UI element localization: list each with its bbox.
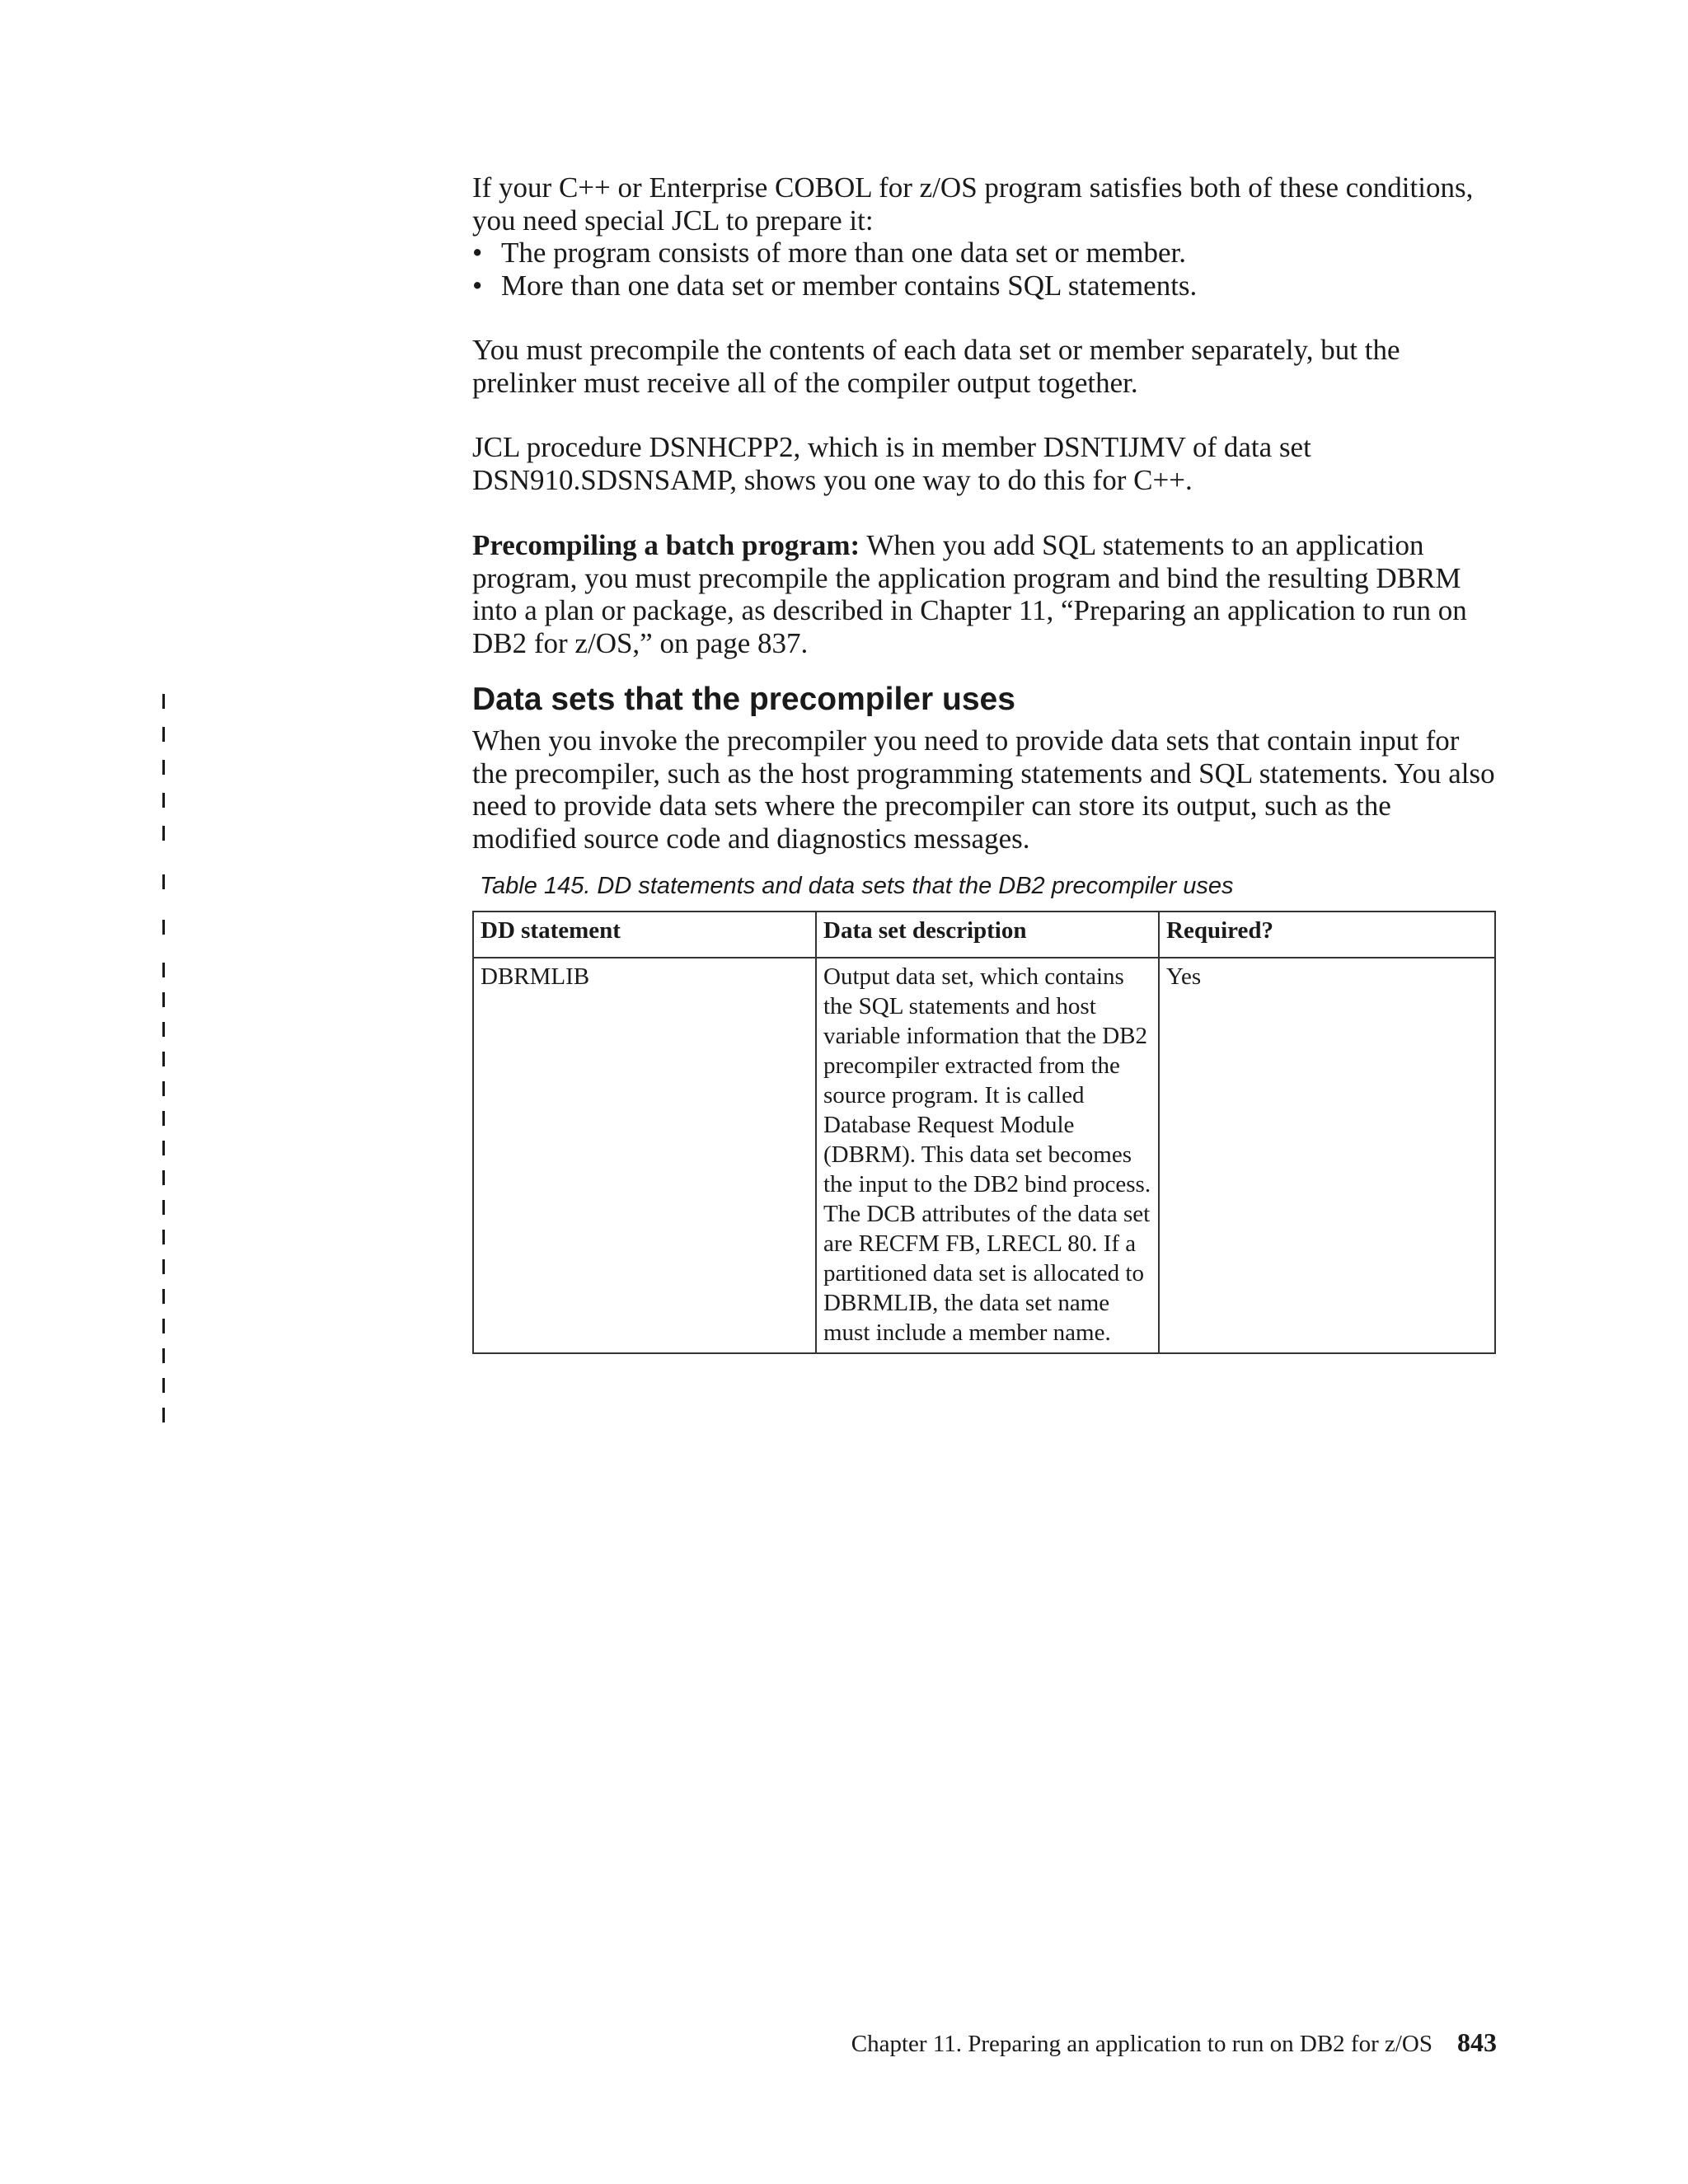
change-bar xyxy=(162,1052,165,1066)
cell-dd-statement: DBRMLIB xyxy=(473,958,816,1353)
intro-block xyxy=(472,171,1498,302)
batch-program-lead: Precompiling a batch program: xyxy=(472,529,860,561)
bullet-marker: • xyxy=(472,237,483,269)
precompile-paragraph: You must precompile the contents of each data set or member separately, but the prelinker must receive all of the compiler output together. xyxy=(472,334,1400,399)
table-row xyxy=(473,958,1495,1353)
change-bar xyxy=(162,1378,165,1393)
cell-required: Yes xyxy=(1159,958,1495,1353)
change-bar xyxy=(162,992,165,1007)
footer-chapter-title: Chapter 11. Preparing an application to run on DB2 for z/OS xyxy=(851,2031,1432,2057)
batch-program-body: When you add SQL statements to an application program, you must precompile the application program and bind the resulting DBRM into a plan or package, as described in Chapter 11, “Preparing an application to run on DB2 for z/OS,” on page 837. xyxy=(472,529,1467,659)
list-item xyxy=(472,237,1498,269)
change-bar xyxy=(162,793,165,808)
change-bar xyxy=(162,1319,165,1333)
change-bar xyxy=(162,1200,165,1215)
change-bar xyxy=(162,963,165,977)
change-bar xyxy=(162,1141,165,1155)
change-bar xyxy=(162,727,165,742)
page-footer xyxy=(851,2026,1497,2060)
jcl-procedure-paragraph: JCL procedure DSNHCPP2, which is in member DSNTIJMV of data set DSN910.SDSNSAMP, shows you one way to do this for C++. xyxy=(472,431,1311,496)
dd-statements-table xyxy=(472,911,1496,1354)
change-bar xyxy=(162,1408,165,1422)
section-heading: Data sets that the precompiler uses xyxy=(472,682,1015,717)
list-item-text: More than one data set or member contains SQL statements. xyxy=(501,269,1198,302)
change-bar xyxy=(162,1259,165,1274)
column-header-description: Data set description xyxy=(816,912,1159,958)
change-bar xyxy=(162,1348,165,1363)
cell-description: Output data set, which contains the SQL statements and host variable information that the DB2 precompiler extracted from the source program. It is called Database Request Module (DBRM). This data set becomes the input to the DB2 bind process. The DCB attributes of the data set are RECFM FB, LRECL 80. If a partitioned data set is allocated to DBRMLIB, the data set name must include a member name. xyxy=(816,958,1159,1353)
table-header-row xyxy=(473,912,1495,958)
change-bar xyxy=(162,1170,165,1185)
list-item xyxy=(472,269,1498,302)
change-bar xyxy=(162,760,165,775)
list-item-text: The program consists of more than one data set or member. xyxy=(501,237,1187,269)
intro-paragraph: If your C++ or Enterprise COBOL for z/OS program satisfies both of these conditions, you need special JCL to prepare it: xyxy=(472,171,1474,237)
change-bar xyxy=(162,826,165,841)
change-bar xyxy=(162,874,165,889)
batch-program-paragraph xyxy=(472,529,1498,659)
section-body-paragraph: When you invoke the precompiler you need to provide data sets that contain input for the precompiler, such as the host programming statements and SQL statements. You also need to provide data sets where the precompiler can store its output, such as the modified source code and diagnostics messages. xyxy=(472,724,1495,855)
change-bar xyxy=(162,1111,165,1126)
page-number: 843 xyxy=(1457,2027,1497,2057)
change-bar xyxy=(162,694,165,709)
change-bar xyxy=(162,1289,165,1304)
change-bar xyxy=(162,1022,165,1037)
column-header-dd-statement: DD statement xyxy=(473,912,816,958)
change-bar xyxy=(162,920,165,935)
change-bar xyxy=(162,1081,165,1096)
table-caption: Table 145. DD statements and data sets that the DB2 precompiler uses xyxy=(480,873,1234,899)
change-bar xyxy=(162,1230,165,1244)
condition-list xyxy=(472,237,1498,302)
column-header-required: Required? xyxy=(1159,912,1495,958)
bullet-marker: • xyxy=(472,269,483,302)
